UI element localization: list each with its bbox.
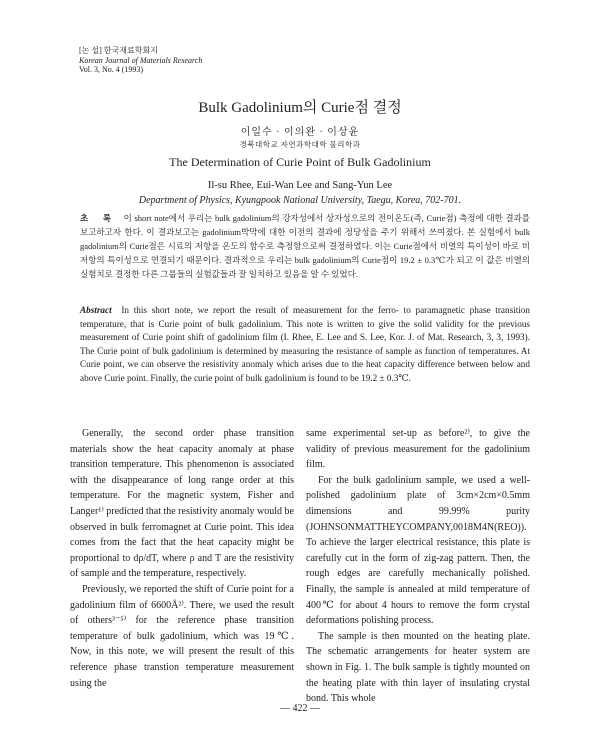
authors-korean: 이일수 · 이의완 · 이상윤 [240, 127, 360, 138]
page-number: — 422 — [280, 703, 320, 714]
journal-volume: Vol. 3, No. 4 (1993) [79, 65, 144, 74]
body-paragraph: Generally, the second order phase transition materials show the heat capacity anomaly at phase transition temperature. This phenomenon is associated with the disappearance of long range order at this temperature. For the magnetic system, Fisher and Langer¹⁾ predicted that the resistivity anomaly would be observed in bulk ferromagnet at Curie point. This idea comes from the fact that the heat capacity might be proportional to dρ/dT, where ρ and T are the resistivity of sample and the temperature, respectively. [70, 428, 294, 580]
abstract-english-label: Abstract [80, 305, 112, 315]
journal-name: Korean Journal of Materials Research [79, 55, 203, 65]
abstract-korean-text: 이 short note에서 우리는 bulk gadolinium의 강자성에서 상자성으로의 전이온도(즉, Curie점) 측정에 대한 결과를 보고하고자 한다. 이 결과보고는 gadolinium박막에 대한 이전의 결과에 정당성을 주기 위해서 쓰여졌다. 본 실험에서 bulk gadolinium의 Curie점은 시료의 저항을 온도의 함수로 측정함으로써 결정하였다. 이는 Curie점에서 비열의 특이성이 바로 비저항의 특이성으로 연결되기 때문이다. 결과적으로 우리는 bulk gadolinium의 Curie점이 19.2 ± 0.3℃가 되고 이 값은 비열의 실험치로 결정한 다른 그룹들의 실험값들과 잘 일치하고 있음을 알 수 있었다. [80, 213, 530, 279]
journal-section-label: [논 설] 한국재료학회지 [79, 46, 158, 55]
abstract-english-text: In this short note, we report the result of measurement for the ferro- to paramagnetic phase transition temperature, that is Curie point of bulk gadolinium. This note is written to give the solid validity for the previous measurement of Curie point shift of gadolinium film (I. Rhee, E. Lee and S. Lee, Kor. J. of Mat. Research, 3, 3, 1993). The Curie point of bulk gadolinium is determined by measuring the resistance of sample as function of temperatures. At Curie point, we can observe the resistivity anomaly which arises due to the heat capacity difference between below and above Curie point. Finally, the curie point of bulk gadolinium is found to be 19.2 ± 0.3℃. [80, 305, 530, 383]
body-paragraph: Previously, we reported the shift of Curie point for a gadolinium film of 6600Å²⁾. There, we used the result of others³⁻⁵⁾ for the reference phase transition temperature of bulk gadolinium, which was 19℃. Now, in this note, we will present the result of this reference phase transtion temperature measurement using the [70, 583, 294, 689]
body-paragraph: For the bulk gadolinium sample, we used a well-polished gadolinium plate of 3cm×2cm×0.5mm dimensions and 99.99% purity (JOHNSONMATTHEYCOMPANY,0018M4N(REO)). To achieve the larger electrical resistance, this plate is carefully cut in the form of zig-zag pattern. Then, the rough edges are carefully mechanically polished. Finally, the sample is annealed at mild temperature of 400℃ for about 4 hours to remove the form crystal deformations polishing process. [306, 474, 530, 627]
journal-header [79, 46, 202, 75]
affiliation-english: Department of Physics, Kyungpook National University, Taegu, Korea, 702-701. [138, 195, 462, 206]
body-paragraph: same experimental set-up as before²⁾, to give the validity of previous measurement for the gadolinium film. [306, 428, 530, 471]
body-column-right [306, 426, 530, 707]
title-english: The Determination of Curie Point of Bulk Gadolinium [169, 155, 431, 169]
title-korean: Bulk Gadolinium의 Curie점 결정 [198, 100, 402, 116]
body-column-left [70, 426, 294, 691]
affiliation-korean: 경북대학교 자연과학대학 물리학과 [239, 140, 361, 149]
abstract-english [80, 304, 530, 385]
abstract-korean [80, 211, 530, 281]
body-paragraph: The sample is then mounted on the heating plate. The schematic arrangements for heater system are shown in Fig. 1. The bulk sample is tightly mounted on the heating plate with thin layer of insulating crystal bond. This whole [306, 630, 530, 705]
abstract-korean-label: 초 록 [80, 213, 118, 223]
authors-english: Il-su Rhee, Eui-Wan Lee and Sang-Yun Lee [207, 180, 393, 191]
